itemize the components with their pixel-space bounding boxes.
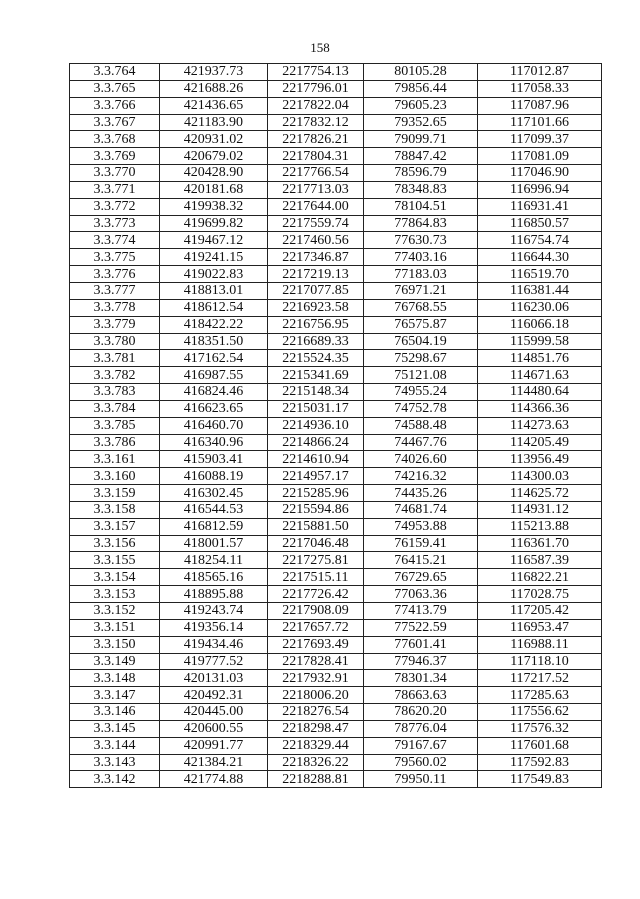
table-row: [70, 636, 602, 653]
page-number: 158: [310, 40, 330, 55]
value-b-cell: 116066.18: [478, 316, 602, 333]
value-b-cell: 116381.44: [478, 282, 602, 299]
point-id-cell: 3.3.764: [70, 64, 160, 81]
value-b-cell: 116850.57: [478, 215, 602, 232]
y-coordinate-cell: 2214936.10: [268, 417, 364, 434]
table-row: [70, 771, 602, 788]
x-coordinate-cell: 420131.03: [160, 670, 268, 687]
y-coordinate-cell: 2215881.50: [268, 518, 364, 535]
y-coordinate-cell: 2217832.12: [268, 114, 364, 131]
y-coordinate-cell: 2218006.20: [268, 687, 364, 704]
y-coordinate-cell: 2217219.13: [268, 266, 364, 283]
table-row: [70, 97, 602, 114]
point-id-cell: 3.3.146: [70, 704, 160, 721]
point-id-cell: 3.3.771: [70, 181, 160, 198]
table-row: [70, 518, 602, 535]
value-a-cell: 77864.83: [364, 215, 478, 232]
value-b-cell: 117576.32: [478, 720, 602, 737]
y-coordinate-cell: 2217754.13: [268, 64, 364, 81]
x-coordinate-cell: 419022.83: [160, 266, 268, 283]
value-b-cell: 116953.47: [478, 619, 602, 636]
value-a-cell: 76971.21: [364, 282, 478, 299]
point-id-cell: 3.3.770: [70, 165, 160, 182]
coordinate-table: [69, 63, 602, 788]
table-row: [70, 737, 602, 754]
point-id-cell: 3.3.158: [70, 501, 160, 518]
y-coordinate-cell: 2216689.33: [268, 333, 364, 350]
value-a-cell: 78104.51: [364, 198, 478, 215]
point-id-cell: 3.3.155: [70, 552, 160, 569]
point-id-cell: 3.3.778: [70, 299, 160, 316]
point-id-cell: 3.3.147: [70, 687, 160, 704]
table-row: [70, 451, 602, 468]
value-a-cell: 76729.65: [364, 569, 478, 586]
value-b-cell: 117601.68: [478, 737, 602, 754]
value-b-cell: 113956.49: [478, 451, 602, 468]
point-id-cell: 3.3.782: [70, 367, 160, 384]
x-coordinate-cell: 421183.90: [160, 114, 268, 131]
y-coordinate-cell: 2217932.91: [268, 670, 364, 687]
value-b-cell: 117549.83: [478, 771, 602, 788]
table-row: [70, 148, 602, 165]
table-row: [70, 80, 602, 97]
table-row: [70, 670, 602, 687]
value-b-cell: 117012.87: [478, 64, 602, 81]
y-coordinate-cell: 2217796.01: [268, 80, 364, 97]
table-row: [70, 485, 602, 502]
y-coordinate-cell: 2214957.17: [268, 468, 364, 485]
x-coordinate-cell: 419699.82: [160, 215, 268, 232]
value-a-cell: 78847.42: [364, 148, 478, 165]
value-b-cell: 114205.49: [478, 434, 602, 451]
y-coordinate-cell: 2217804.31: [268, 148, 364, 165]
value-b-cell: 116361.70: [478, 535, 602, 552]
value-a-cell: 77601.41: [364, 636, 478, 653]
point-id-cell: 3.3.142: [70, 771, 160, 788]
x-coordinate-cell: 416460.70: [160, 417, 268, 434]
table-row: [70, 653, 602, 670]
point-id-cell: 3.3.765: [70, 80, 160, 97]
x-coordinate-cell: 418001.57: [160, 535, 268, 552]
point-id-cell: 3.3.786: [70, 434, 160, 451]
point-id-cell: 3.3.157: [70, 518, 160, 535]
table-row: [70, 704, 602, 721]
point-id-cell: 3.3.772: [70, 198, 160, 215]
y-coordinate-cell: 2215594.86: [268, 501, 364, 518]
y-coordinate-cell: 2217460.56: [268, 232, 364, 249]
value-a-cell: 77946.37: [364, 653, 478, 670]
table-row: [70, 552, 602, 569]
y-coordinate-cell: 2218329.44: [268, 737, 364, 754]
table-row: [70, 434, 602, 451]
y-coordinate-cell: 2217657.72: [268, 619, 364, 636]
x-coordinate-cell: 418254.11: [160, 552, 268, 569]
point-id-cell: 3.3.159: [70, 485, 160, 502]
table-row: [70, 165, 602, 182]
x-coordinate-cell: 421937.73: [160, 64, 268, 81]
value-a-cell: 79560.02: [364, 754, 478, 771]
value-b-cell: 117205.42: [478, 603, 602, 620]
value-b-cell: 115999.58: [478, 333, 602, 350]
table-row: [70, 350, 602, 367]
value-b-cell: 117081.09: [478, 148, 602, 165]
x-coordinate-cell: 420600.55: [160, 720, 268, 737]
y-coordinate-cell: 2215148.34: [268, 384, 364, 401]
point-id-cell: 3.3.152: [70, 603, 160, 620]
table-row: [70, 400, 602, 417]
point-id-cell: 3.3.161: [70, 451, 160, 468]
value-a-cell: 77413.79: [364, 603, 478, 620]
value-a-cell: 74216.32: [364, 468, 478, 485]
value-a-cell: 79167.67: [364, 737, 478, 754]
x-coordinate-cell: 419434.46: [160, 636, 268, 653]
value-b-cell: 116587.39: [478, 552, 602, 569]
y-coordinate-cell: 2215524.35: [268, 350, 364, 367]
x-coordinate-cell: 418422.22: [160, 316, 268, 333]
coordinate-table-body: [70, 64, 602, 788]
value-b-cell: 115213.88: [478, 518, 602, 535]
table-row: [70, 131, 602, 148]
point-id-cell: 3.3.156: [70, 535, 160, 552]
value-b-cell: 117046.90: [478, 165, 602, 182]
point-id-cell: 3.3.768: [70, 131, 160, 148]
value-b-cell: 117101.66: [478, 114, 602, 131]
y-coordinate-cell: 2217515.11: [268, 569, 364, 586]
point-id-cell: 3.3.766: [70, 97, 160, 114]
value-a-cell: 77630.73: [364, 232, 478, 249]
value-a-cell: 78663.63: [364, 687, 478, 704]
x-coordinate-cell: 420445.00: [160, 704, 268, 721]
point-id-cell: 3.3.154: [70, 569, 160, 586]
value-b-cell: 114300.03: [478, 468, 602, 485]
point-id-cell: 3.3.780: [70, 333, 160, 350]
y-coordinate-cell: 2217908.09: [268, 603, 364, 620]
value-a-cell: 77403.16: [364, 249, 478, 266]
x-coordinate-cell: 421436.65: [160, 97, 268, 114]
table-row: [70, 367, 602, 384]
table-row: [70, 299, 602, 316]
table-row: [70, 586, 602, 603]
y-coordinate-cell: 2216756.95: [268, 316, 364, 333]
value-a-cell: 74681.74: [364, 501, 478, 518]
value-b-cell: 117118.10: [478, 653, 602, 670]
point-id-cell: 3.3.777: [70, 282, 160, 299]
value-a-cell: 78776.04: [364, 720, 478, 737]
point-id-cell: 3.3.783: [70, 384, 160, 401]
table-row: [70, 720, 602, 737]
x-coordinate-cell: 418895.88: [160, 586, 268, 603]
x-coordinate-cell: 420679.02: [160, 148, 268, 165]
value-a-cell: 77522.59: [364, 619, 478, 636]
table-row: [70, 249, 602, 266]
y-coordinate-cell: 2217046.48: [268, 535, 364, 552]
point-id-cell: 3.3.144: [70, 737, 160, 754]
table-row: [70, 282, 602, 299]
table-row: [70, 384, 602, 401]
value-b-cell: 114480.64: [478, 384, 602, 401]
x-coordinate-cell: 419467.12: [160, 232, 268, 249]
value-b-cell: 116519.70: [478, 266, 602, 283]
table-row: [70, 687, 602, 704]
x-coordinate-cell: 418351.50: [160, 333, 268, 350]
value-a-cell: 76575.87: [364, 316, 478, 333]
table-row: [70, 417, 602, 434]
point-id-cell: 3.3.781: [70, 350, 160, 367]
point-id-cell: 3.3.149: [70, 653, 160, 670]
point-id-cell: 3.3.769: [70, 148, 160, 165]
x-coordinate-cell: 419241.15: [160, 249, 268, 266]
value-a-cell: 78596.79: [364, 165, 478, 182]
x-coordinate-cell: 419777.52: [160, 653, 268, 670]
y-coordinate-cell: 2215285.96: [268, 485, 364, 502]
x-coordinate-cell: 416088.19: [160, 468, 268, 485]
x-coordinate-cell: 418813.01: [160, 282, 268, 299]
point-id-cell: 3.3.151: [70, 619, 160, 636]
value-b-cell: 116996.94: [478, 181, 602, 198]
x-coordinate-cell: 420181.68: [160, 181, 268, 198]
table-row: [70, 64, 602, 81]
value-a-cell: 76768.55: [364, 299, 478, 316]
table-row: [70, 603, 602, 620]
value-a-cell: 80105.28: [364, 64, 478, 81]
value-b-cell: 116822.21: [478, 569, 602, 586]
y-coordinate-cell: 2217346.87: [268, 249, 364, 266]
value-b-cell: 116988.11: [478, 636, 602, 653]
x-coordinate-cell: 421774.88: [160, 771, 268, 788]
value-a-cell: 79856.44: [364, 80, 478, 97]
x-coordinate-cell: 416812.59: [160, 518, 268, 535]
x-coordinate-cell: 416302.45: [160, 485, 268, 502]
y-coordinate-cell: 2218276.54: [268, 704, 364, 721]
y-coordinate-cell: 2215031.17: [268, 400, 364, 417]
value-a-cell: 76504.19: [364, 333, 478, 350]
value-b-cell: 117217.52: [478, 670, 602, 687]
table-row: [70, 266, 602, 283]
value-b-cell: 117285.63: [478, 687, 602, 704]
y-coordinate-cell: 2214610.94: [268, 451, 364, 468]
point-id-cell: 3.3.143: [70, 754, 160, 771]
table-row: [70, 232, 602, 249]
table-row: [70, 333, 602, 350]
value-b-cell: 117087.96: [478, 97, 602, 114]
value-b-cell: 117058.33: [478, 80, 602, 97]
point-id-cell: 3.3.784: [70, 400, 160, 417]
y-coordinate-cell: 2217826.21: [268, 131, 364, 148]
point-id-cell: 3.3.776: [70, 266, 160, 283]
point-id-cell: 3.3.767: [70, 114, 160, 131]
point-id-cell: 3.3.148: [70, 670, 160, 687]
x-coordinate-cell: 420991.77: [160, 737, 268, 754]
point-id-cell: 3.3.779: [70, 316, 160, 333]
x-coordinate-cell: 421384.21: [160, 754, 268, 771]
y-coordinate-cell: 2217713.03: [268, 181, 364, 198]
value-b-cell: 117099.37: [478, 131, 602, 148]
value-b-cell: 114851.76: [478, 350, 602, 367]
value-a-cell: 77183.03: [364, 266, 478, 283]
y-coordinate-cell: 2217559.74: [268, 215, 364, 232]
x-coordinate-cell: 416340.96: [160, 434, 268, 451]
value-a-cell: 74026.60: [364, 451, 478, 468]
y-coordinate-cell: 2218326.22: [268, 754, 364, 771]
x-coordinate-cell: 420492.31: [160, 687, 268, 704]
table-row: [70, 619, 602, 636]
y-coordinate-cell: 2216923.58: [268, 299, 364, 316]
y-coordinate-cell: 2217077.85: [268, 282, 364, 299]
value-a-cell: 76159.41: [364, 535, 478, 552]
x-coordinate-cell: 416824.46: [160, 384, 268, 401]
y-coordinate-cell: 2217822.04: [268, 97, 364, 114]
point-id-cell: 3.3.160: [70, 468, 160, 485]
value-b-cell: 117592.83: [478, 754, 602, 771]
x-coordinate-cell: 420428.90: [160, 165, 268, 182]
point-id-cell: 3.3.773: [70, 215, 160, 232]
x-coordinate-cell: 416987.55: [160, 367, 268, 384]
y-coordinate-cell: 2215341.69: [268, 367, 364, 384]
table-row: [70, 215, 602, 232]
x-coordinate-cell: 418612.54: [160, 299, 268, 316]
value-a-cell: 78301.34: [364, 670, 478, 687]
x-coordinate-cell: 419356.14: [160, 619, 268, 636]
value-b-cell: 116754.74: [478, 232, 602, 249]
value-b-cell: 117028.75: [478, 586, 602, 603]
y-coordinate-cell: 2214866.24: [268, 434, 364, 451]
value-a-cell: 76415.21: [364, 552, 478, 569]
value-a-cell: 74955.24: [364, 384, 478, 401]
value-a-cell: 78620.20: [364, 704, 478, 721]
value-b-cell: 114671.63: [478, 367, 602, 384]
y-coordinate-cell: 2218298.47: [268, 720, 364, 737]
x-coordinate-cell: 417162.54: [160, 350, 268, 367]
point-id-cell: 3.3.785: [70, 417, 160, 434]
table-row: [70, 754, 602, 771]
x-coordinate-cell: 415903.41: [160, 451, 268, 468]
y-coordinate-cell: 2217828.41: [268, 653, 364, 670]
y-coordinate-cell: 2218288.81: [268, 771, 364, 788]
point-id-cell: 3.3.774: [70, 232, 160, 249]
value-b-cell: 116931.41: [478, 198, 602, 215]
x-coordinate-cell: 421688.26: [160, 80, 268, 97]
value-a-cell: 74953.88: [364, 518, 478, 535]
value-a-cell: 79950.11: [364, 771, 478, 788]
table-row: [70, 114, 602, 131]
value-a-cell: 75298.67: [364, 350, 478, 367]
x-coordinate-cell: 419938.32: [160, 198, 268, 215]
value-a-cell: 74467.76: [364, 434, 478, 451]
table-row: [70, 535, 602, 552]
value-a-cell: 79352.65: [364, 114, 478, 131]
point-id-cell: 3.3.145: [70, 720, 160, 737]
x-coordinate-cell: 420931.02: [160, 131, 268, 148]
value-b-cell: 114366.36: [478, 400, 602, 417]
point-id-cell: 3.3.775: [70, 249, 160, 266]
x-coordinate-cell: 416544.53: [160, 501, 268, 518]
point-id-cell: 3.3.150: [70, 636, 160, 653]
y-coordinate-cell: 2217275.81: [268, 552, 364, 569]
table-row: [70, 198, 602, 215]
table-row: [70, 181, 602, 198]
y-coordinate-cell: 2217693.49: [268, 636, 364, 653]
y-coordinate-cell: 2217766.54: [268, 165, 364, 182]
value-a-cell: 79099.71: [364, 131, 478, 148]
table-row: [70, 501, 602, 518]
value-b-cell: 116644.30: [478, 249, 602, 266]
value-a-cell: 78348.83: [364, 181, 478, 198]
value-a-cell: 74588.48: [364, 417, 478, 434]
point-id-cell: 3.3.153: [70, 586, 160, 603]
value-a-cell: 74435.26: [364, 485, 478, 502]
value-b-cell: 117556.62: [478, 704, 602, 721]
table-row: [70, 569, 602, 586]
value-a-cell: 74752.78: [364, 400, 478, 417]
value-b-cell: 114273.63: [478, 417, 602, 434]
x-coordinate-cell: 419243.74: [160, 603, 268, 620]
value-b-cell: 114931.12: [478, 501, 602, 518]
x-coordinate-cell: 416623.65: [160, 400, 268, 417]
y-coordinate-cell: 2217644.00: [268, 198, 364, 215]
y-coordinate-cell: 2217726.42: [268, 586, 364, 603]
value-b-cell: 116230.06: [478, 299, 602, 316]
value-b-cell: 114625.72: [478, 485, 602, 502]
value-a-cell: 75121.08: [364, 367, 478, 384]
x-coordinate-cell: 418565.16: [160, 569, 268, 586]
value-a-cell: 79605.23: [364, 97, 478, 114]
table-row: [70, 316, 602, 333]
value-a-cell: 77063.36: [364, 586, 478, 603]
table-row: [70, 468, 602, 485]
